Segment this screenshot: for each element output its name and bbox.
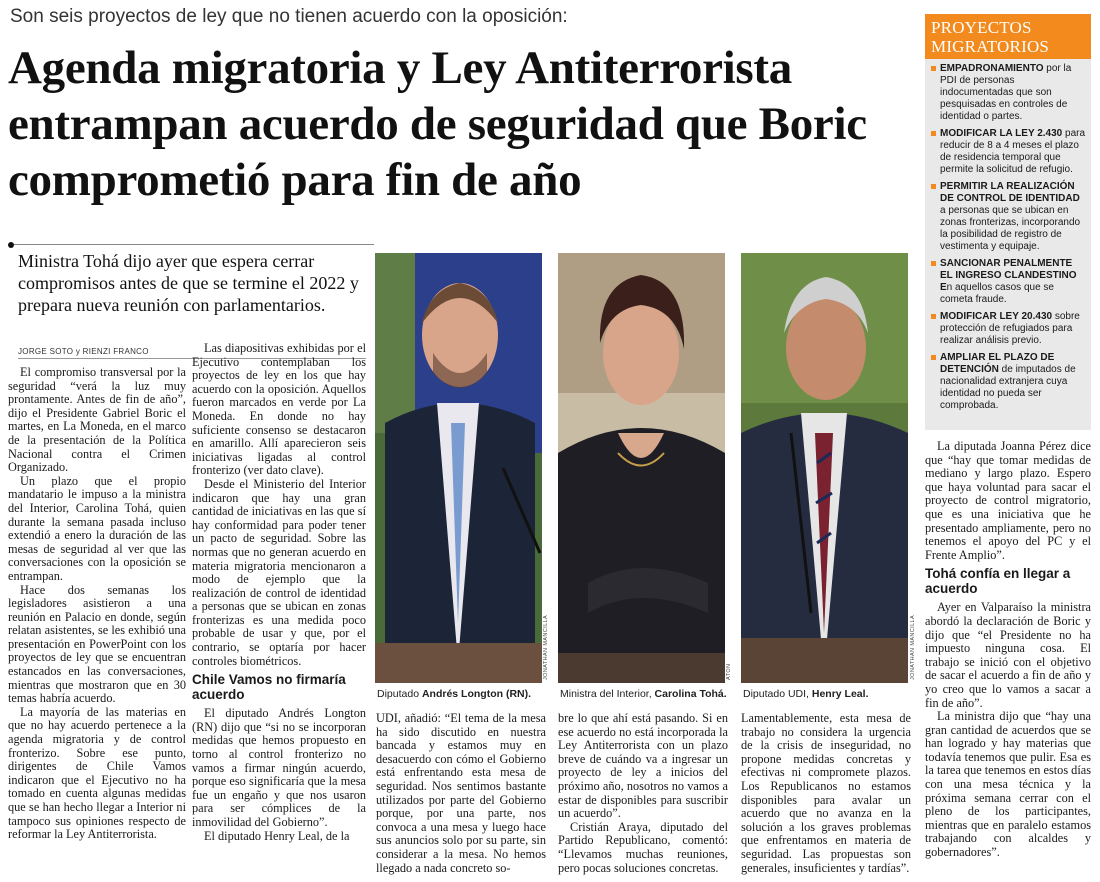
caption-prefix: Diputado xyxy=(377,688,422,700)
photo-toha xyxy=(558,253,725,683)
sidebar-item-text: a personas que se ubican en zonas fronterizas, incorporando la posibilidad de registro de vestimenta y equipaje. xyxy=(940,205,1081,252)
sidebar-item xyxy=(931,181,1087,253)
sidebar-item-text: sobre protección de refugiados para realizar análisis previo. xyxy=(940,311,1080,346)
sidebar-item-bold: PERMITIR LA REALIZACIÓN DE CONTROL DE IDENTIDAD xyxy=(940,181,1080,204)
caption-name: Henry Leal. xyxy=(811,688,869,700)
paragraph: El diputado Andrés Longton (RN) dijo que “si no se incorporan medidas que hemos propuesto en torno al control fronterizo no vamos a firmar ningún acuerdo, porque eso significaría que la mesa fue un engaño y que nos usaron para ser cómplices de la inmovilidad del Gobierno”. xyxy=(192,706,366,829)
article-column-4 xyxy=(558,712,728,875)
article-column-6 xyxy=(925,440,1091,860)
sidebar-box xyxy=(925,14,1091,430)
sidebar-item-text: para reducir de 8 a 4 meses el plazo de residencia temporal que permite la solicitud de refugio. xyxy=(940,128,1086,175)
photo-leal-image xyxy=(741,253,908,683)
paragraph: UDI, añadió: “El tema de la mesa ha sido discutido en nuestra bancada y estamos muy en desacuerdo con cómo el Gobierno está enfrentando esta mesa de seguridad. Nos sentimos bastante utilizados por parte del Gobierno porque, por una parte, nos convoca a una mesa y luego hace sus anuncios solo por su parte, sin considerar a la mesa. No hemos llegado a nada concreto so- xyxy=(376,711,546,875)
sidebar-item xyxy=(931,258,1087,306)
bullet-dot xyxy=(8,242,14,248)
caption-leal xyxy=(743,688,868,700)
photo-leal xyxy=(741,253,908,683)
sidebar-item-bold: EMPADRONAMIENTO xyxy=(940,63,1044,74)
photo-credit: ATON xyxy=(726,663,732,680)
paragraph: Desde el Ministerio del Interior indicaron que hay una gran cantidad de iniciativas en las que sí hay conformidad para poder tener un pacto de seguridad. Sobre las normas que no generan acuerdo en materia migratoria mencionaron a modo de ejemplo que la realización de control de identidad a personas que se ubican en zonas fronterizas es una medida poco probable de usar y que, por el contrario, se optaría por hacer controles biométricos. xyxy=(192,476,366,668)
photo-credit: JONATHAN MANCILLA xyxy=(910,614,916,680)
photo-longton-image xyxy=(375,253,542,683)
sidebar-item-text: n aquellos casos que se cometa fraude. xyxy=(940,282,1054,305)
sidebar-item xyxy=(931,63,1087,123)
sidebar-item xyxy=(931,311,1087,347)
article-column-1 xyxy=(8,366,186,842)
paragraph: El diputado Henry Leal, de la xyxy=(204,828,350,843)
kicker: Son seis proyectos de ley que no tienen acuerdo con la oposición: xyxy=(10,6,568,27)
divider xyxy=(14,244,374,245)
subheading: Tohá confía en llegar a acuerdo xyxy=(925,566,1071,597)
paragraph: La mayoría de las materias en que no hay acuerdo pertenece a la agenda migratoria y de control fronterizo. Sobre ese punto, dirigentes de Chile Vamos indicaron que el Ejecutivo no ha tomado en cuenta algunas medidas que se han hecho llegar a Interior ni tampoco sus opiniones respecto de reformar la Ley Antiterrorista. xyxy=(8,704,186,842)
subheading: Chile Vamos no firmaría acuerdo xyxy=(192,672,346,703)
headline: Agenda migratoria y Ley Antiterrorista entrampan acuerdo de seguridad que Boric comprometió para fin de año xyxy=(8,42,867,206)
caption-longton xyxy=(377,688,531,700)
sidebar-item-text: de imputados de nacionalidad extranjera cuya identidad no pueda ser comprobada. xyxy=(940,364,1076,411)
paragraph: Un plazo que el propio mandatario le impuso a la ministra del Interior, Carolina Tohá, quien durante la semana pasada incluso extendió a enero la duración de las mesas de seguridad al ver que las conversaciones con la oposición se entrampan. xyxy=(8,473,186,583)
lede: Ministra Tohá dijo ayer que espera cerrar compromisos antes de que se termine el 2022 y prepara nueva reunión con parlamentarios. xyxy=(18,251,359,315)
paragraph: Ayer en Valparaíso la ministra abordó la declaración de Boric y dijo que “el Presidente no ha impuesto ninguna cosa. El trabajo se inició con el objetivo de sacar el acuerdo a fin de año y yo creo que lo vamos a sacar a fin de año”. xyxy=(925,600,1091,710)
photo-toha-image xyxy=(558,253,725,683)
sidebar-item-bold: MODIFICAR LEY 20.430 xyxy=(940,311,1053,322)
paragraph: Lamentablemente, esta mesa de trabajo no considera la urgencia de la crisis de inseguridad, no propone medidas concretas y efectivas ni compromete plazos. Los Republicanos no estamos disponibles para avalar un acuerdo que no avanza en la solución a los graves problemas que enfrentamos en materia de seguridad. Las propuestas son generales, insuficientes y tardías”. xyxy=(741,711,911,875)
caption-name: Carolina Tohá. xyxy=(654,688,727,700)
paragraph: El compromiso transversal por la seguridad “verá la luz muy prontamente. Antes de fin de año”, dijo el Presidente Gabriel Boric el martes, en La Moneda, en el marco de la presentación de la Política Nacional contra el Crimen Organizado. xyxy=(8,365,186,475)
paragraph: La diputada Joanna Pérez dice que “hay que tomar medidas de mediano y largo plazo. Espero que haya voluntad para sacar el proyecto de control migratorio, que es una iniciativa que he presentado ampliamente, pero no tenemos el apoyo del PC y el Frente Amplio”. xyxy=(925,439,1091,562)
paragraph: bre lo que ahí está pasando. Si en ese acuerdo no está incorporada la Ley Antiterrorista con un plazo breve de cuándo va a ingresar un proyecto de ley a inicios del próximo año, nosotros no vamos a estar de disponibles para suscribir un acuerdo”. xyxy=(558,711,728,821)
sidebar-item xyxy=(931,352,1087,412)
sidebar-item xyxy=(931,128,1087,176)
photo-longton xyxy=(375,253,542,683)
caption-prefix: Diputado UDI, xyxy=(743,688,812,700)
caption-prefix: Ministra del Interior, xyxy=(560,688,655,700)
sidebar-list xyxy=(925,59,1091,412)
article-column-3 xyxy=(376,712,546,875)
paragraph: La ministra dijo que “hay una gran cantidad de acuerdos que se han logrado y hay materias que todavía tenemos que pulir. Esa es la tarea que tenemos en estos días con una mesa técnica y la próxima semana cerrar con el pleno de los participantes, mientras que en paralelo estamos trabajando con alcaldes y gobernadores”. xyxy=(925,709,1091,860)
caption-toha xyxy=(560,688,727,700)
photo-credit: JONATHAN MANCILLA xyxy=(543,614,549,680)
article-column-5 xyxy=(741,712,911,875)
sidebar-item-bold: MODIFICAR LA LEY 2.430 xyxy=(940,128,1063,139)
paragraph: Cristián Araya, diputado del Partido Republicano, comentó: “Llevamos muchas reuniones, pero pocas soluciones concretas. xyxy=(558,819,728,875)
sidebar-item-bold: AMPLIAR EL PLAZO DE DETENCIÓN xyxy=(940,352,1055,375)
paragraph: Hace dos semanas los legisladores asistieron a una reunión en Palacio en donde, según relatan asistentes, se les exhibió una presentación en PowerPoint con los proyectos de ley que se encuentran estancados en las conversaciones, mientras que mostraron que en 30 temas habría acuerdo. xyxy=(8,582,186,706)
sidebar-item-text: por la PDI de personas indocumentadas que son pesquisadas en controles de identidad o partes. xyxy=(940,63,1072,122)
byline: JORGE SOTO y RIENZI FRANCO xyxy=(18,347,149,356)
sidebar-title: PROYECTOS MIGRATORIOS xyxy=(925,14,1091,59)
sidebar-item-bold: SANCIONAR PENALMENTE EL INGRESO CLANDESTINO E xyxy=(940,258,1077,293)
article-column-2 xyxy=(192,342,366,843)
caption-name: Andrés Longton (RN). xyxy=(421,688,532,700)
paragraph: Las diapositivas exhibidas por el Ejecutivo contemplaban los proyectos de ley en los que hay acuerdo con la oposición. Aquellos fueron marcados en verde por La Moneda. En donde no hay suficiente consenso se destacaron en amarillo. Allí aparecieron seis iniciativas ligadas al control fronterizo (ver dato clave). xyxy=(192,341,366,478)
